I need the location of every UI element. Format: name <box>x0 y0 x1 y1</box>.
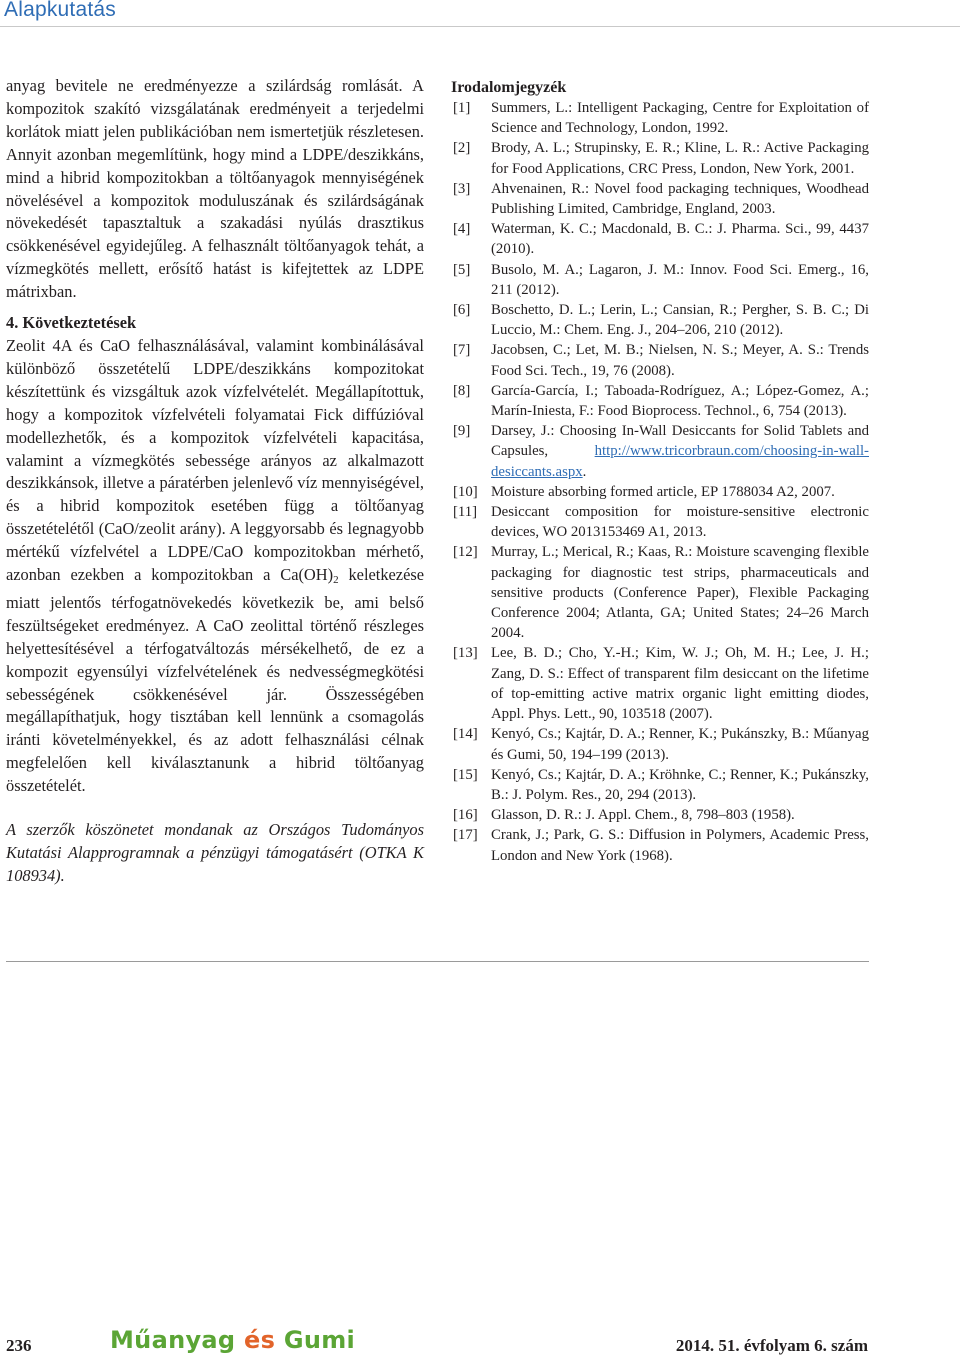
body-paragraph-1: anyag bevitele ne eredményezze a szilárdság romlását. A kompozitok szakító vizsgálatának eredményeit a terjedelmi korlátok miatt jelen publikációban nem ismertetjük részletesen. Annyit azonban megemlítünk, hogy mind a LDPE/deszikkáns, mind a hibrid kompozitokban a töltőanyagok mennyiségének növelésével a kompozitok moduluszának és szilárdságának növekedését tapasztaltuk a szakadási nyúlás drasztikus csökkenésével egyidejűleg. A felhasznált töltőanyagok tehát, a vízmegkötés mellett, erősítő hatást is kifejtettek az LDPE mátrixban. <box>6 76 424 302</box>
reference-link[interactable]: http://www.tricorbraun.com/choosing-in-wall-desiccants.aspx <box>491 443 869 480</box>
reference-item <box>451 381 869 421</box>
reference-number: [3] <box>453 180 471 197</box>
reference-item <box>451 502 869 542</box>
body-paragraph-2 <box>6 335 424 798</box>
reference-text <box>491 502 869 542</box>
reference-citation: Lee, B. D.; Cho, Y.-H.; Kim, W. J.; Oh, M. H.; Lee, J. H.; Zang, D. S.: Effect of transparent film desiccant on the lifetime of top-emitting active matrix organic light emitting diodes, Appl. Phys. Lett., 90, 103518 (2007). <box>491 645 869 723</box>
reference-item <box>451 219 869 259</box>
reference-text <box>491 300 869 340</box>
reference-number: [1] <box>453 100 471 116</box>
page-header <box>0 0 960 28</box>
paragraph-2-text-b: keletkezése miatt jelentős térfogatnövekedés következik be, ami belső feszültségeket eredményez. A CaO zeolittal történő részleges helyettesítésével a térfogatváltozás mérsékelhető, de ez a kompozit egyensúlyi vízfelvételének és nedvességmegkötési sebességének csökkenésével jár. Összességében megállapíthatjuk, hogy tisztában kell lennünk a csomagolás iránti követelményekkel, és az adott felhasználási célnak megfelelően kell kiválasztanunk a hibrid töltőanyag összetételét. <box>6 565 424 796</box>
reference-number: [8] <box>453 382 471 399</box>
reference-text <box>491 219 869 259</box>
reference-item <box>451 138 869 178</box>
reference-number: [14] <box>453 726 478 743</box>
reference-citation: Ahvenainen, R.: Novel food packaging techniques, Woodhead Publishing Limited, Cambridge, England, 2003. <box>491 180 869 218</box>
subscript-2: 2 <box>333 574 339 587</box>
reference-citation: Summers, L.: Intelligent Packaging, Centre for Exploitation of Science and Technology, London, 1992. <box>491 100 869 137</box>
reference-item <box>451 805 869 825</box>
reference-text <box>491 381 869 421</box>
reference-text <box>491 260 869 300</box>
reference-citation: Murray, L.; Merical, R.; Kaas, R.: Moisture scavenging flexible packaging for diagnostic test strips, pharmaceuticals and sensitive products (Conference Paper), Flexible Packaging Conference 2004; Atlanta, GA; United States; 24–26 March 2004. <box>491 544 869 642</box>
logo-word-1: Műanyag <box>110 1326 245 1354</box>
page-footer <box>0 1326 960 1364</box>
reference-item <box>451 542 869 643</box>
reference-item <box>451 765 869 805</box>
reference-text <box>491 724 869 764</box>
reference-text <box>491 482 869 502</box>
reference-number: [17] <box>453 827 478 844</box>
reference-item <box>451 340 869 380</box>
reference-item <box>451 260 869 300</box>
reference-text <box>491 542 869 643</box>
reference-text <box>491 825 869 865</box>
reference-number: [10] <box>453 483 478 500</box>
reference-text <box>491 805 869 825</box>
reference-citation: Darsey, J.: Choosing In-Wall Desiccants for Solid Tablets and Capsules, <box>491 423 869 460</box>
reference-item <box>451 825 869 865</box>
page-number: 236 <box>6 1336 32 1355</box>
header-rule <box>0 26 960 27</box>
journal-logo <box>110 1326 355 1354</box>
paragraph-2-text-a: Zeolit 4A és CaO felhasználásával, valamint kombinálásával különböző összetételű LDPE/deszikkáns kompozitokat készítettünk és vizsgáltuk azok vízfelvételét. Megállapítottuk, hogy a kompozitok vízfelvételi folyamatai Fick diffúzióval modellezhetők, és a kompozitok vízfelvételi kapacitása, valamint a vízmegkötés sebessége arányos az alkalmazott deszikkánsok, illetve a páratérben jelenlevő víz mennyiségével, és a hibrid kompozitok esetében függ a töltőanyag összetételétől (CaO/zeolit arány). A leggyorsabb és legnagyobb mértékű vízfelvétel a LDPE/CaO kompozitokban mérhető, azonban ezekben a kompozitokban a Ca(OH) <box>6 335 424 585</box>
reference-trailing: . <box>582 463 587 480</box>
reference-number: [15] <box>453 766 478 783</box>
reference-text <box>491 98 869 138</box>
acknowledgement: A szerzők köszönetet mondanak az Országos Tudományos Kutatási Alapprogramnak a pénzügyi támogatásért (OTKA K 108934). <box>6 820 424 885</box>
reference-number: [7] <box>453 342 471 359</box>
reference-item <box>451 179 869 219</box>
reference-citation: Kenyó, Cs.; Kajtár, D. A.; Kröhnke, C.; Renner, K.; Pukánszky, B.: J. Polym. Res., 20, 294 (2013). <box>491 766 869 803</box>
reference-number: [6] <box>453 302 471 319</box>
reference-citation: Waterman, K. C.; Macdonald, B. C.: J. Pharma. Sci., 99, 4437 (2010). <box>491 221 869 258</box>
reference-number: [12] <box>453 544 478 561</box>
reference-citation: Busolo, M. A.; Lagaron, J. M.: Innov. Food Sci. Emerg., 16, 211 (2012). <box>491 261 869 298</box>
reference-citation: Desiccant composition for moisture-sensitive electronic devices, WO 2013153469 A1, 2013. <box>491 504 869 541</box>
reference-citation: Brody, A. L.; Strupinsky, E. R.; Kline, L. R.: Active Packaging for Food Applications, CRC Press, London, New York, 2001. <box>491 140 869 177</box>
reference-number: [16] <box>453 807 478 824</box>
reference-text <box>491 179 869 219</box>
reference-list <box>451 98 869 866</box>
reference-item <box>451 98 869 138</box>
references-title: Irodalomjegyzék <box>451 79 567 96</box>
reference-item <box>451 421 869 482</box>
reference-text <box>491 421 869 482</box>
reference-text <box>491 340 869 380</box>
reference-citation: García-García, I.; Taboada-Rodríguez, A.; López-Gomez, A.; Marín-Iniesta, F.: Food Bioprocess. Technol., 6, 754 (2013). <box>491 382 869 420</box>
reference-citation: Kenyó, Cs.; Kajtár, D. A.; Renner, K.; Pukánszky, B.: Műanyag és Gumi, 50, 194–199 (2013). <box>491 726 869 763</box>
reference-item <box>451 724 869 764</box>
reference-item <box>451 643 869 724</box>
section-title: 4. Következtetések <box>6 313 137 333</box>
reference-item <box>451 300 869 340</box>
reference-number: [13] <box>453 645 478 662</box>
left-column <box>6 75 424 888</box>
section-header-title: Alapkutatás <box>4 0 116 21</box>
issue-info: 2014. 51. évfolyam 6. szám <box>675 1336 868 1355</box>
reference-number: [4] <box>453 221 471 238</box>
bottom-rule <box>6 961 869 962</box>
reference-text <box>491 765 869 805</box>
reference-citation: Moisture absorbing formed article, EP 1788034 A2, 2007. <box>491 483 835 500</box>
reference-citation: Crank, J.; Park, G. S.: Diffusion in Polymers, Academic Press, London and New York (1968). <box>491 827 869 864</box>
reference-number: [2] <box>453 140 471 157</box>
reference-text <box>491 643 869 724</box>
logo-word-2: és <box>244 1326 276 1354</box>
reference-citation: Jacobsen, C.; Let, M. B.; Nielsen, N. S.; Meyer, A. S.: Trends Food Sci. Tech., 19, 76 (2008). <box>491 342 869 379</box>
reference-citation: Glasson, D. R.: J. Appl. Chem., 8, 798–803 (1958). <box>491 807 795 824</box>
reference-citation: Boschetto, D. L.; Lerin, L.; Cansian, R.; Pergher, S. B. C.; Di Luccio, M.: Chem. Eng. J., 204–206, 210 (2012). <box>491 302 869 339</box>
reference-item <box>451 482 869 502</box>
references-column <box>451 77 869 866</box>
reference-number: [5] <box>453 261 471 278</box>
reference-text <box>491 138 869 178</box>
reference-number: [11] <box>453 504 478 521</box>
reference-number: [9] <box>453 423 471 440</box>
logo-word-3: Gumi <box>275 1326 356 1354</box>
